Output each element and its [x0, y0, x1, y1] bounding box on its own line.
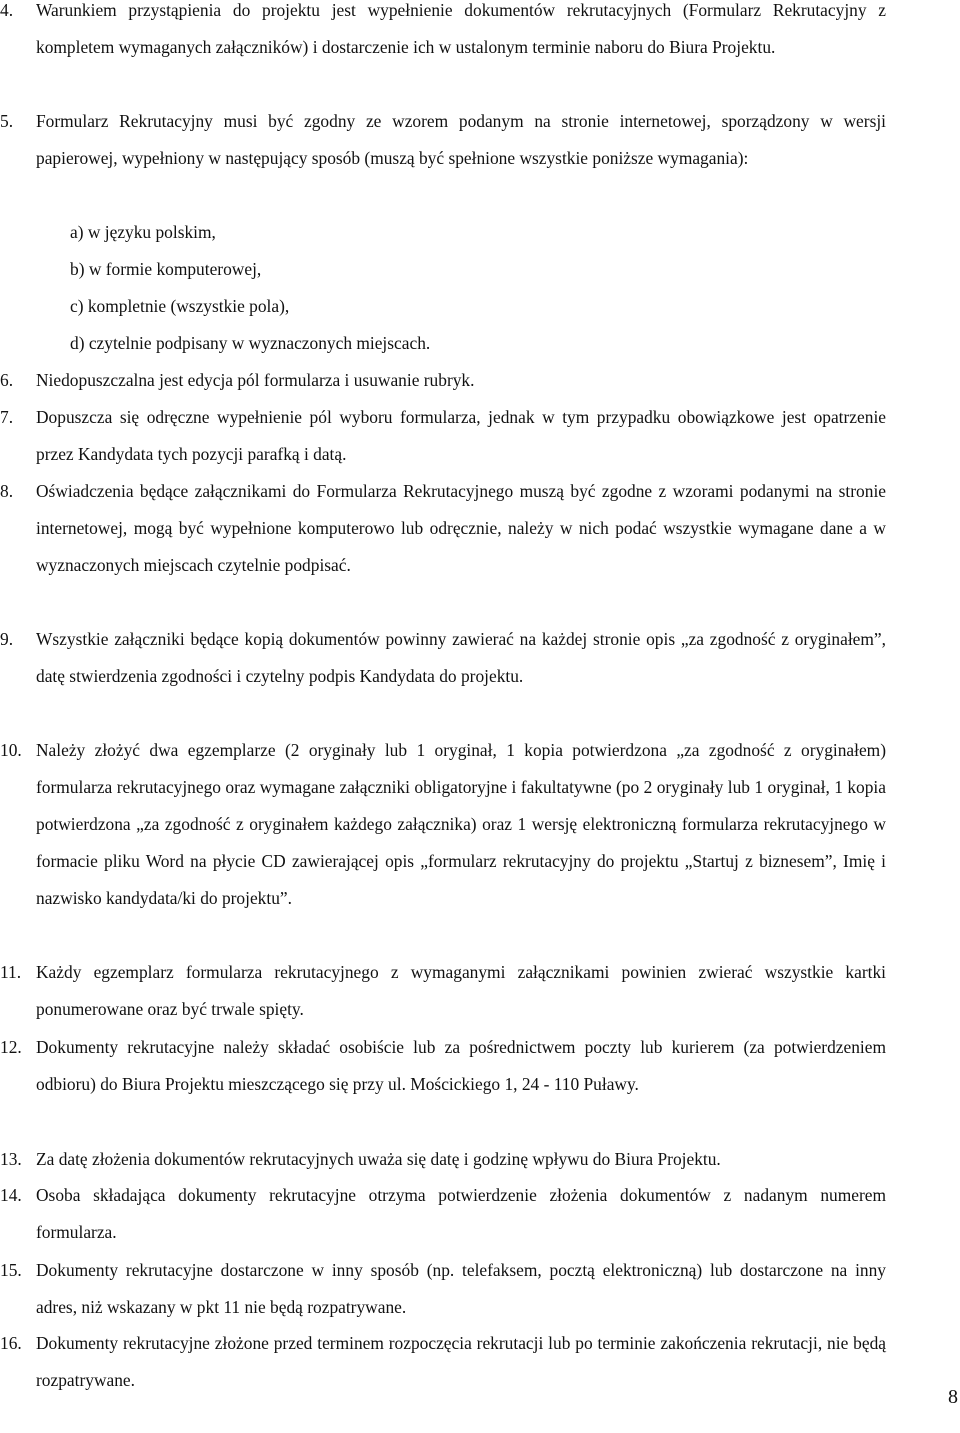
item-text: Osoba składająca dokumenty rekrutacyjne otrzyma potwierdzenie złożenia dokumentów z nadanym numerem formularza.: [36, 1185, 886, 1242]
sub-item-b: b) w formie komputerowej,: [70, 259, 262, 279]
item-text: Formularz Rekrutacyjny musi być zgodny ze wzorem podanym na stronie internetowej, sporządzony w wersji papierowej, wypełniony w następujący sposób (muszą być spełnione wszystkie poniższe wymagania):: [36, 111, 886, 168]
sub-item-a: a) w języku polskim,: [70, 222, 216, 242]
item-text: Oświadczenia będące załącznikami do Formularza Rekrutacyjnego muszą być zgodne z wzorami podanymi na stronie internetowej, mogą być wypełnione komputerowo lub odręcznie, należy w nich podać wszystkie wymagane dane a w wyznaczonych miejscach czytelnie podpisać.: [36, 481, 886, 575]
item-number: 9.: [0, 629, 14, 649]
sub-item-c: c) kompletnie (wszystkie pola),: [70, 296, 290, 316]
item-number: 12.: [0, 1037, 22, 1057]
item-number: 13.: [0, 1149, 22, 1169]
item-number: 14.: [0, 1185, 22, 1205]
item-number: 4.: [0, 0, 14, 20]
item-text: Dokumenty rekrutacyjne dostarczone w inny sposób (np. telefaksem, pocztą elektroniczną) lub dostarczone na inny adres, niż wskazany w pkt 11 nie będą rozpatrywane.: [36, 1260, 886, 1317]
item-text: Niedopuszczalna jest edycja pól formularza i usuwanie rubryk.: [36, 370, 475, 390]
item-number: 8.: [0, 481, 14, 501]
item-text: Dopuszcza się odręczne wypełnienie pól wyboru formularza, jednak w tym przypadku obowiązkowe jest opatrzenie przez Kandydata tych pozycji parafką i datą.: [36, 407, 886, 464]
item-text: Za datę złożenia dokumentów rekrutacyjnych uważa się datę i godzinę wpływu do Biura Projektu.: [36, 1149, 721, 1169]
item-text: Warunkiem przystąpienia do projektu jest wypełnienie dokumentów rekrutacyjnych (Formularz Rekrutacyjny z kompletem wymaganych załączników) i dostarczenie ich w ustalonym terminie naboru do Biura Projektu.: [36, 0, 886, 57]
item-number: 10.: [0, 740, 22, 760]
page-number: 8: [948, 1386, 958, 1408]
item-number: 7.: [0, 407, 14, 427]
item-text: Dokumenty rekrutacyjne złożone przed terminem rozpoczęcia rekrutacji lub po terminie zakończenia rekrutacji, nie będą rozpatrywane.: [36, 1333, 886, 1390]
item-number: 11.: [0, 962, 22, 982]
item-number: 15.: [0, 1260, 22, 1280]
item-number: 5.: [0, 111, 14, 131]
item-number: 6.: [0, 370, 14, 390]
item-text: Dokumenty rekrutacyjne należy składać osobiście lub za pośrednictwem poczty lub kurierem (za potwierdzeniem odbioru) do Biura Projektu mieszczącego się przy ul. Mościckiego 1, 24 - 110 Puławy.: [36, 1037, 886, 1094]
item-text: Wszystkie załączniki będące kopią dokumentów powinny zawierać na każdej stronie opis „za zgodność z oryginałem”, datę stwierdzenia zgodności i czytelny podpis Kandydata do projektu.: [36, 629, 886, 686]
item-number: 16.: [0, 1333, 22, 1353]
item-text: Każdy egzemplarz formularza rekrutacyjnego z wymaganymi załącznikami powinien zwierać wszystkie kartki ponumerowane oraz być trwale spięty.: [36, 962, 886, 1019]
sub-item-d: d) czytelnie podpisany w wyznaczonych miejscach.: [70, 333, 431, 353]
item-text: Należy złożyć dwa egzemplarze (2 oryginały lub 1 oryginał, 1 kopia potwierdzona „za zgodność z oryginałem) formularza rekrutacyjnego oraz wymagane załączniki obligatoryjne i fakultatywne (po 2 oryginały lub 1 oryginał, 1 kopia potwierdzona „za zgodność z oryginałem każdego załącznika) oraz 1 wersję elektroniczną formularza rekrutacyjnego w formacie pliku Word na płycie CD zawierającej opis „formularz rekrutacyjny do projektu „Startuj z biznesem”, Imię i nazwisko kandydata/ki do projektu”.: [36, 740, 886, 908]
